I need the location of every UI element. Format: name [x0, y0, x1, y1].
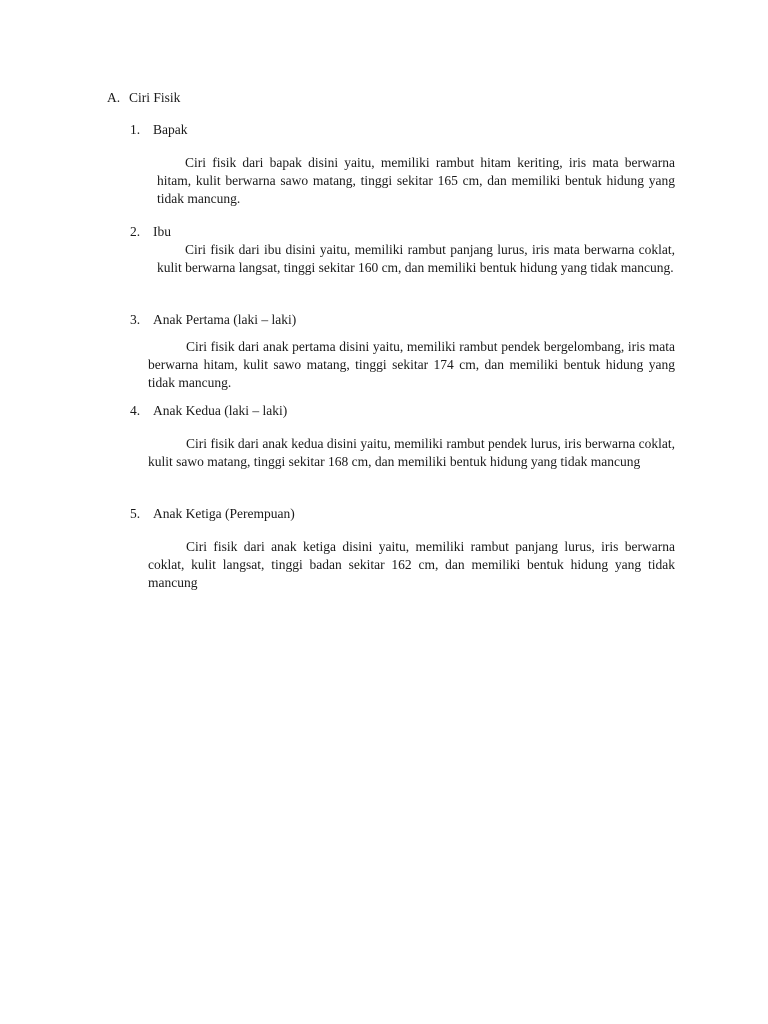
item-number: 3.	[130, 312, 141, 327]
item-title-text: Bapak	[153, 122, 188, 137]
item-title-anak-pertama	[130, 311, 296, 329]
item-title-text: Anak Ketiga (Perempuan)	[153, 506, 295, 521]
item-title-text: Anak Kedua (laki – laki)	[153, 403, 288, 418]
item-number: 1.	[130, 122, 141, 137]
item-title-anak-kedua	[130, 402, 287, 420]
section-heading	[107, 89, 180, 107]
item-title-bapak	[130, 121, 188, 139]
item-number: 4.	[130, 403, 141, 418]
item-title-text: Ibu	[153, 224, 171, 239]
item-paragraph-anak-kedua: Ciri fisik dari anak kedua disini yaitu, memiliki rambut pendek lurus, iris berwarna coklat, kulit sawo matang, tinggi sekitar 168 cm, dan memiliki bentuk hidung yang tidak mancung	[148, 436, 675, 470]
item-number: 2.	[130, 224, 141, 239]
section-marker: A.	[107, 90, 121, 105]
item-paragraph-anak-ketiga: Ciri fisik dari anak ketiga disini yaitu, memiliki rambut panjang lurus, iris berwarna coklat, kulit langsat, tinggi badan sekitar 162 cm, dan memiliki bentuk hidung yang tidak mancung	[148, 539, 675, 591]
item-title-text: Anak Pertama (laki – laki)	[153, 312, 297, 327]
item-paragraph-ibu: Ciri fisik dari ibu disini yaitu, memiliki rambut panjang lurus, iris mata berwarna coklat, kulit berwarna langsat, tinggi sekitar 160 cm, dan memiliki bentuk hidung yang tidak mancung.	[157, 242, 675, 276]
item-paragraph-bapak: Ciri fisik dari bapak disini yaitu, memiliki rambut hitam keriting, iris mata berwarna hitam, kulit berwarna sawo matang, tinggi sekitar 165 cm, dan memiliki bentuk hidung yang tidak mancung.	[157, 155, 675, 207]
item-title-anak-ketiga	[130, 505, 295, 523]
item-paragraph-anak-pertama: Ciri fisik dari anak pertama disini yaitu, memiliki rambut pendek bergelombang, iris mata berwarna hitam, kulit sawo matang, tinggi sekitar 174 cm, dan memiliki bentuk hidung yang tidak mancung.	[148, 339, 675, 391]
section-title: Ciri Fisik	[129, 90, 181, 105]
item-number: 5.	[130, 506, 141, 521]
item-title-ibu	[130, 223, 171, 241]
